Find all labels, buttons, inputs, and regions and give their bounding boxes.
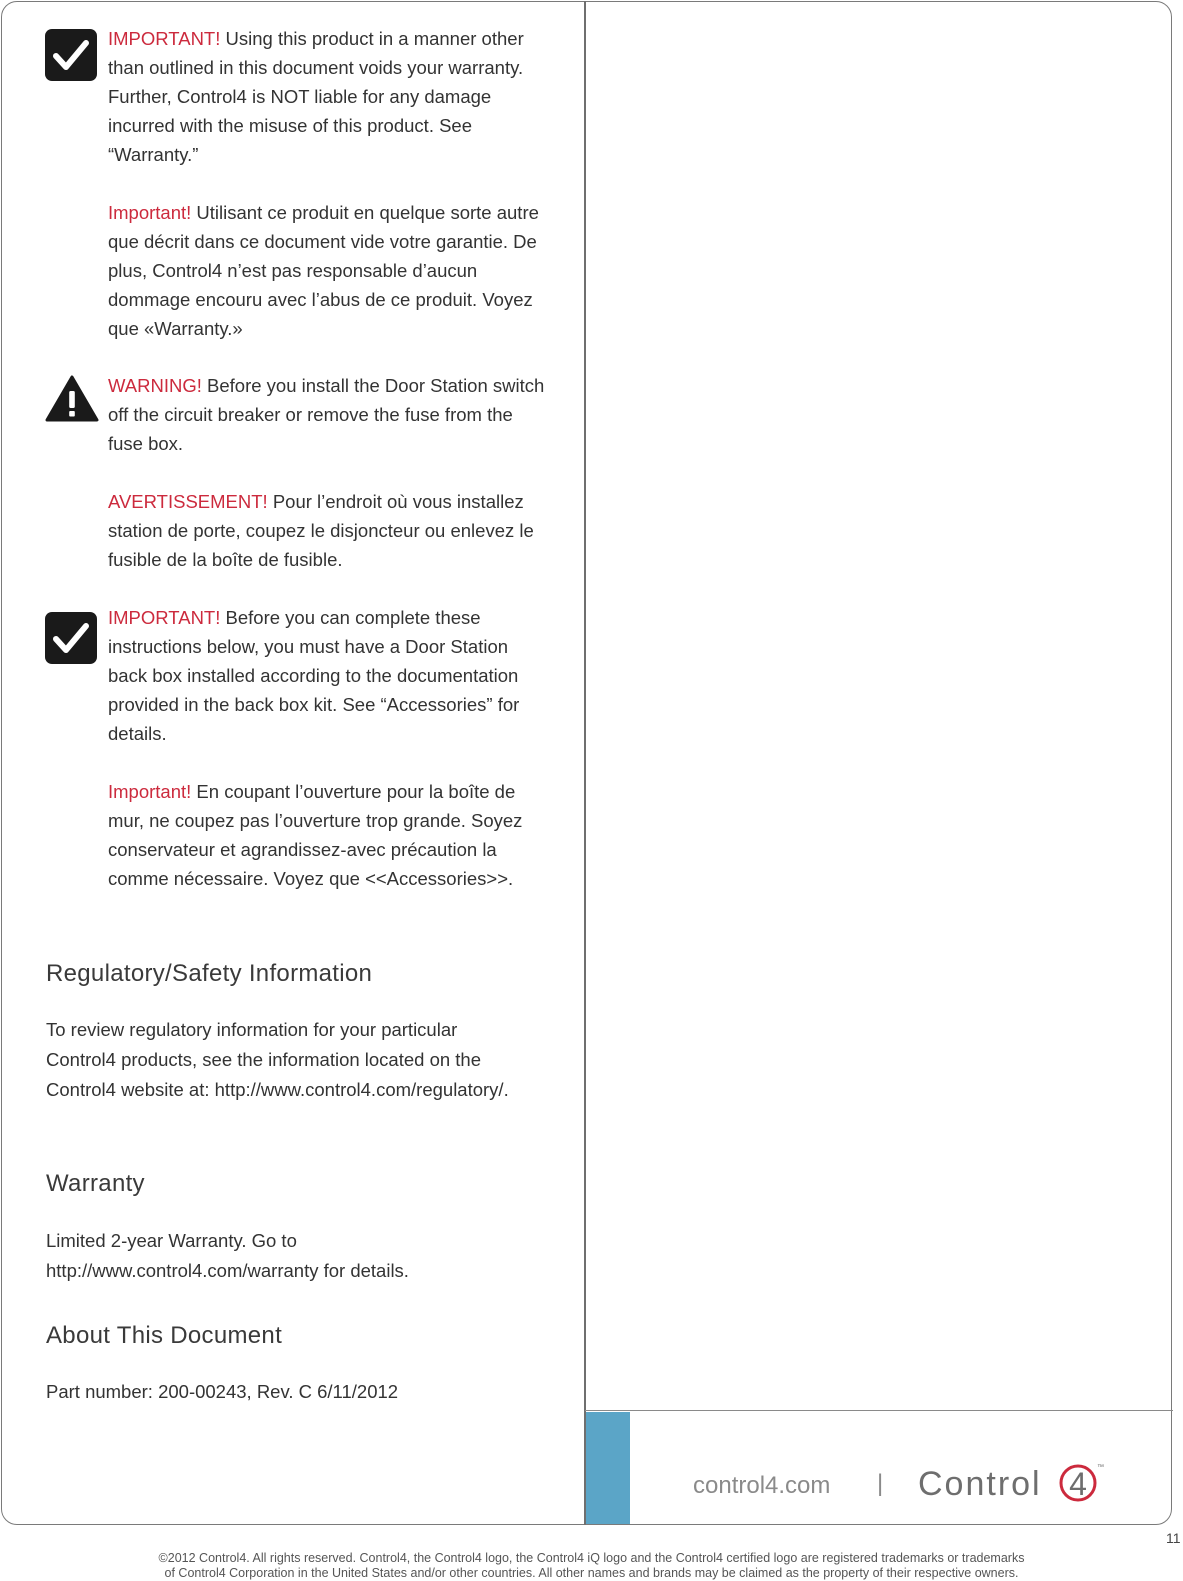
notice-en <box>108 24 548 169</box>
copyright-line-2: of Control4 Corporation in the United States and/or other countries. All other names and brands may be claimed as the property of their respective owners. <box>164 1566 1019 1580</box>
about-heading: About This Document <box>46 1322 283 1349</box>
notice-important-backbox <box>108 603 548 893</box>
logo-trademark: ™ <box>1097 1464 1104 1471</box>
about-body <box>46 1377 546 1407</box>
warning-icon <box>44 374 100 424</box>
regulatory-text: To review regulatory information for your particular Control4 products, see the information located on the Control4 website at: http://www.control4.com/regulatory/. <box>46 1019 509 1100</box>
notice-text: Before you can complete these instructions below, you must have a Door Station back box installed according to the documentation provided in the back box kit. See “Accessories” for details. <box>108 607 520 744</box>
notice-fr <box>108 487 548 574</box>
notice-text: En coupant l’ouverture pour la boîte de mur, ne coupez pas l’ouverture trop grande. Soyez conservateur et agrandissez-avec précaution la comme nécessaire. Voyez que <<Accessories>>. <box>108 781 523 889</box>
column-divider <box>584 1 586 1525</box>
notice-text: Before you install the Door Station switch off the circuit breaker or remove the fuse from the fuse box. <box>108 375 545 454</box>
checkmark-icon <box>45 612 97 664</box>
notice-label: Important! <box>108 202 192 223</box>
notice-label: IMPORTANT! <box>108 28 221 49</box>
notice-label: AVERTISSEMENT! <box>108 491 268 512</box>
logo-four-icon <box>1058 1460 1102 1504</box>
regulatory-body <box>46 1015 521 1105</box>
notice-label: WARNING! <box>108 375 202 396</box>
notice-fr <box>108 777 548 893</box>
notice-important-warranty <box>108 24 548 343</box>
notice-en <box>108 371 548 458</box>
logo-wordmark: Control <box>918 1465 1042 1503</box>
brand-color-block <box>586 1412 630 1524</box>
warranty-heading: Warranty <box>46 1170 145 1197</box>
notice-en <box>108 603 548 748</box>
brand-separator: | <box>877 1470 884 1497</box>
logo-digit: 4 <box>1069 1466 1087 1502</box>
checkmark-icon <box>45 29 97 81</box>
part-number: Part number: 200-00243, Rev. C 6/11/2012 <box>46 1381 399 1402</box>
notice-label: IMPORTANT! <box>108 607 221 628</box>
notice-text: Utilisant ce produit en quelque sorte autre que décrit dans ce document vide votre garantie. De plus, Control4 n’est pas responsable d’aucun dommage encouru avec l’abus de ce produit. Voyez que «Warranty.» <box>108 202 539 339</box>
footer-divider <box>585 1410 1173 1411</box>
notice-label: Important! <box>108 781 192 802</box>
notice-warning-power <box>108 371 548 574</box>
page-number: 11 <box>1166 1530 1181 1546</box>
notice-text: Pour l’endroit où vous installez station de porte, coupez le disjoncteur ou enlevez le fusible de la boîte de fusible. <box>108 491 534 570</box>
site-url: control4.com <box>693 1472 831 1499</box>
copyright-footer <box>0 1551 1183 1581</box>
warranty-text: Limited 2-year Warranty. Go to http://www.control4.com/warranty for details. <box>46 1230 409 1281</box>
regulatory-heading: Regulatory/Safety Information <box>46 960 373 987</box>
copyright-line-1: ©2012 Control4. All rights reserved. Control4, the Control4 logo, the Control4 iQ logo and the Control4 certified logo are registered trademarks or trademarks <box>158 1551 1025 1565</box>
notice-fr <box>108 198 548 343</box>
warranty-body <box>46 1226 531 1286</box>
notice-text: Using this product in a manner other than outlined in this document voids your warranty. Further, Control4 is NOT liable for any damage incurred with the misuse of this product. See “Warranty.” <box>108 28 524 165</box>
